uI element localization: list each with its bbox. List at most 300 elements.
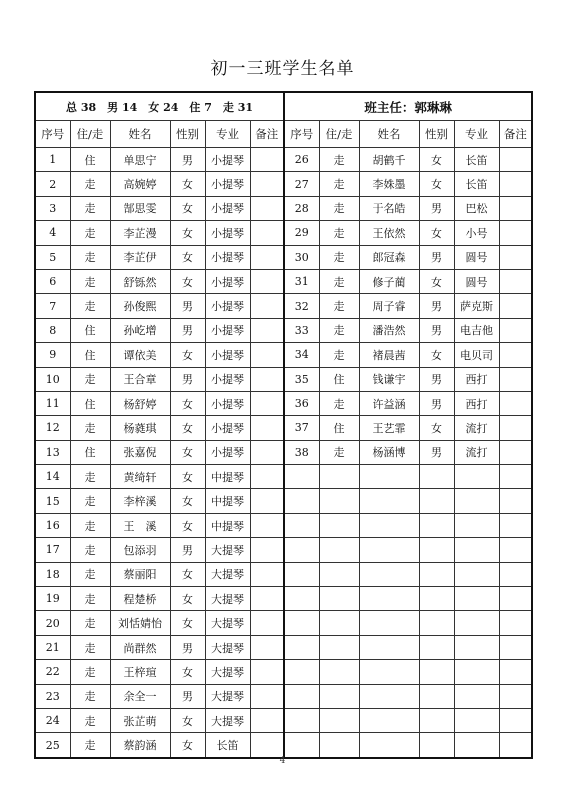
- student-name: 于名皓: [359, 196, 419, 220]
- student-gender: 女: [170, 465, 205, 489]
- student-major: [454, 587, 499, 611]
- student-name: [359, 660, 419, 684]
- table-row: [35, 587, 532, 611]
- boarding-status: 走: [319, 172, 359, 196]
- head-teacher: 班主任：郭琳琳: [284, 92, 532, 121]
- student-note: [499, 513, 532, 537]
- student-name: [359, 489, 419, 513]
- student-name: 孙俊熙: [110, 294, 170, 318]
- boarding-status: [319, 635, 359, 659]
- student-major: [454, 465, 499, 489]
- student-gender: 女: [170, 562, 205, 586]
- boarding-status: 走: [70, 538, 110, 562]
- table-row: [35, 172, 532, 196]
- student-number: 31: [284, 269, 319, 293]
- student-name: [359, 562, 419, 586]
- header-cell: 专业: [205, 121, 250, 148]
- student-number: 15: [35, 489, 70, 513]
- student-note: [499, 635, 532, 659]
- student-number: 38: [284, 440, 319, 464]
- boarding-status: 走: [70, 489, 110, 513]
- student-gender: 女: [419, 343, 454, 367]
- boarding-status: [319, 562, 359, 586]
- student-major: 大提琴: [205, 562, 250, 586]
- student-note: [250, 684, 284, 708]
- student-gender: [419, 684, 454, 708]
- student-note: [499, 148, 532, 172]
- table-row: [35, 343, 532, 367]
- student-number: 16: [35, 513, 70, 537]
- student-major: 电吉他: [454, 318, 499, 342]
- student-name: 胡鹤千: [359, 148, 419, 172]
- student-gender: 女: [170, 660, 205, 684]
- table-row: [35, 221, 532, 245]
- student-name: 高婉婷: [110, 172, 170, 196]
- student-major: [454, 684, 499, 708]
- student-number: [284, 465, 319, 489]
- student-major: 小提琴: [205, 221, 250, 245]
- student-name: 程楚桥: [110, 587, 170, 611]
- student-name: 杨涵博: [359, 440, 419, 464]
- student-number: [284, 489, 319, 513]
- student-major: 小提琴: [205, 245, 250, 269]
- table-row: [35, 562, 532, 586]
- student-number: [284, 708, 319, 732]
- boarding-status: [319, 538, 359, 562]
- student-name: 李梓溪: [110, 489, 170, 513]
- student-number: 30: [284, 245, 319, 269]
- student-name: 张嘉倪: [110, 440, 170, 464]
- student-number: 10: [35, 367, 70, 391]
- student-gender: 男: [170, 635, 205, 659]
- student-gender: 男: [170, 538, 205, 562]
- student-note: [250, 587, 284, 611]
- boarding-status: 走: [70, 513, 110, 537]
- student-name: [359, 538, 419, 562]
- table-row: [35, 196, 532, 220]
- student-number: 26: [284, 148, 319, 172]
- student-name: 尚群然: [110, 635, 170, 659]
- student-major: 小提琴: [205, 391, 250, 415]
- student-note: [499, 660, 532, 684]
- student-note: [499, 465, 532, 489]
- table-header-row: [35, 121, 532, 148]
- table-row: [35, 440, 532, 464]
- boarding-status: 走: [70, 269, 110, 293]
- student-note: [499, 343, 532, 367]
- student-note: [499, 269, 532, 293]
- student-note: [250, 733, 284, 758]
- student-gender: 男: [419, 196, 454, 220]
- student-name: [359, 733, 419, 758]
- student-gender: 男: [419, 367, 454, 391]
- student-name: [359, 635, 419, 659]
- student-number: [284, 611, 319, 635]
- student-major: [454, 708, 499, 732]
- header-cell: 姓名: [110, 121, 170, 148]
- student-number: 12: [35, 416, 70, 440]
- boarding-status: 住: [70, 343, 110, 367]
- boarding-status: [319, 465, 359, 489]
- student-number: 17: [35, 538, 70, 562]
- student-major: 西打: [454, 391, 499, 415]
- table-row: [35, 245, 532, 269]
- student-roster-table: [34, 91, 533, 759]
- student-major: 大提琴: [205, 708, 250, 732]
- header-cell: 备注: [499, 121, 532, 148]
- student-number: [284, 562, 319, 586]
- boarding-status: 走: [70, 587, 110, 611]
- student-number: 37: [284, 416, 319, 440]
- boarding-status: [319, 708, 359, 732]
- table-row: [35, 391, 532, 415]
- student-number: 3: [35, 196, 70, 220]
- student-number: 29: [284, 221, 319, 245]
- student-gender: [419, 733, 454, 758]
- student-number: 25: [35, 733, 70, 758]
- student-number: 14: [35, 465, 70, 489]
- student-gender: 女: [170, 611, 205, 635]
- student-name: 潘浩然: [359, 318, 419, 342]
- student-number: [284, 684, 319, 708]
- boarding-status: [319, 660, 359, 684]
- student-note: [499, 562, 532, 586]
- student-major: 长笛: [454, 148, 499, 172]
- boarding-status: 走: [319, 440, 359, 464]
- table-row: [35, 269, 532, 293]
- student-note: [250, 148, 284, 172]
- student-note: [250, 196, 284, 220]
- student-name: 王梓瑄: [110, 660, 170, 684]
- table-row: [35, 708, 532, 732]
- student-note: [250, 611, 284, 635]
- student-gender: 女: [419, 148, 454, 172]
- student-major: [454, 538, 499, 562]
- student-note: [499, 489, 532, 513]
- boarding-status: 走: [319, 318, 359, 342]
- student-number: [284, 660, 319, 684]
- student-gender: 男: [170, 318, 205, 342]
- student-number: 34: [284, 343, 319, 367]
- boarding-status: [319, 733, 359, 758]
- student-number: 33: [284, 318, 319, 342]
- boarding-status: [319, 684, 359, 708]
- student-gender: 男: [170, 294, 205, 318]
- student-major: 圆号: [454, 269, 499, 293]
- student-gender: 女: [170, 708, 205, 732]
- student-name: 许益涵: [359, 391, 419, 415]
- boarding-status: 走: [70, 221, 110, 245]
- student-number: 2: [35, 172, 70, 196]
- student-major: 小提琴: [205, 148, 250, 172]
- student-number: 18: [35, 562, 70, 586]
- student-major: 萨克斯: [454, 294, 499, 318]
- student-note: [250, 635, 284, 659]
- student-major: 大提琴: [205, 611, 250, 635]
- student-gender: [419, 538, 454, 562]
- student-name: 褚晨茜: [359, 343, 419, 367]
- student-number: 24: [35, 708, 70, 732]
- student-gender: [419, 635, 454, 659]
- boarding-status: 走: [70, 684, 110, 708]
- boarding-status: 走: [70, 172, 110, 196]
- student-note: [250, 416, 284, 440]
- student-number: 6: [35, 269, 70, 293]
- student-number: 13: [35, 440, 70, 464]
- student-number: [284, 733, 319, 758]
- student-gender: 男: [419, 391, 454, 415]
- boarding-status: 住: [70, 440, 110, 464]
- student-gender: 女: [419, 269, 454, 293]
- student-number: [284, 538, 319, 562]
- student-number: [284, 513, 319, 537]
- student-gender: [419, 489, 454, 513]
- student-note: [499, 318, 532, 342]
- boarding-status: 走: [319, 391, 359, 415]
- student-major: 小提琴: [205, 318, 250, 342]
- table-row: [35, 294, 532, 318]
- student-name: 单思宁: [110, 148, 170, 172]
- student-note: [499, 294, 532, 318]
- header-cell: 专业: [454, 121, 499, 148]
- student-number: 23: [35, 684, 70, 708]
- student-gender: 女: [170, 733, 205, 758]
- student-gender: 女: [170, 391, 205, 415]
- student-name: 郎冠森: [359, 245, 419, 269]
- student-major: 长笛: [454, 172, 499, 196]
- boarding-status: 走: [70, 294, 110, 318]
- student-note: [250, 562, 284, 586]
- student-note: [499, 367, 532, 391]
- boarding-status: [319, 587, 359, 611]
- student-note: [250, 343, 284, 367]
- student-gender: [419, 611, 454, 635]
- student-note: [250, 221, 284, 245]
- header-cell: 序号: [284, 121, 319, 148]
- student-number: 19: [35, 587, 70, 611]
- student-gender: 女: [170, 587, 205, 611]
- student-gender: [419, 660, 454, 684]
- table-row: [35, 367, 532, 391]
- student-gender: [419, 465, 454, 489]
- student-number: [284, 587, 319, 611]
- student-number: 20: [35, 611, 70, 635]
- student-note: [499, 440, 532, 464]
- student-note: [499, 196, 532, 220]
- boarding-status: 走: [70, 416, 110, 440]
- student-gender: 女: [419, 416, 454, 440]
- student-gender: 女: [170, 513, 205, 537]
- student-gender: [419, 708, 454, 732]
- boarding-status: 走: [70, 465, 110, 489]
- student-name: 李姝墨: [359, 172, 419, 196]
- header-cell: 序号: [35, 121, 70, 148]
- student-name: 杨舒婷: [110, 391, 170, 415]
- table-row: [35, 538, 532, 562]
- student-number: 28: [284, 196, 319, 220]
- student-name: [359, 513, 419, 537]
- student-major: 小提琴: [205, 440, 250, 464]
- table-row: [35, 611, 532, 635]
- table-row: [35, 733, 532, 758]
- boarding-status: 走: [70, 245, 110, 269]
- student-gender: 女: [170, 245, 205, 269]
- student-note: [250, 708, 284, 732]
- student-major: [454, 489, 499, 513]
- boarding-status: 住: [70, 148, 110, 172]
- header-cell: 住/走: [70, 121, 110, 148]
- student-note: [499, 587, 532, 611]
- table-row: [35, 416, 532, 440]
- header-cell: 备注: [250, 121, 284, 148]
- student-name: [359, 611, 419, 635]
- student-note: [499, 684, 532, 708]
- student-major: 小号: [454, 221, 499, 245]
- student-name: [359, 465, 419, 489]
- student-note: [250, 245, 284, 269]
- student-note: [250, 440, 284, 464]
- student-major: 小提琴: [205, 416, 250, 440]
- student-gender: 女: [170, 416, 205, 440]
- student-name: 王合章: [110, 367, 170, 391]
- student-gender: 男: [170, 148, 205, 172]
- boarding-status: 住: [70, 318, 110, 342]
- student-note: [250, 318, 284, 342]
- student-major: 大提琴: [205, 538, 250, 562]
- table-row: [35, 660, 532, 684]
- summary-row: [35, 92, 532, 121]
- student-gender: 男: [419, 440, 454, 464]
- table-row: [35, 465, 532, 489]
- table-row: [35, 489, 532, 513]
- student-gender: 男: [419, 245, 454, 269]
- student-note: [250, 269, 284, 293]
- student-name: 钱谦宇: [359, 367, 419, 391]
- student-note: [250, 513, 284, 537]
- student-note: [250, 538, 284, 562]
- student-note: [250, 660, 284, 684]
- boarding-status: 住: [319, 416, 359, 440]
- student-major: 大提琴: [205, 660, 250, 684]
- table-row: [35, 684, 532, 708]
- student-name: 王依然: [359, 221, 419, 245]
- boarding-status: 走: [70, 367, 110, 391]
- boarding-status: 走: [70, 733, 110, 758]
- student-number: 7: [35, 294, 70, 318]
- student-major: 大提琴: [205, 635, 250, 659]
- page-title: 初一三班学生名单: [210, 59, 355, 79]
- student-major: 巴松: [454, 196, 499, 220]
- boarding-status: 走: [319, 245, 359, 269]
- student-gender: 男: [419, 318, 454, 342]
- student-note: [499, 221, 532, 245]
- boarding-status: 走: [319, 148, 359, 172]
- student-major: 电贝司: [454, 343, 499, 367]
- student-gender: 女: [170, 221, 205, 245]
- boarding-status: 走: [70, 196, 110, 220]
- header-cell: 住/走: [319, 121, 359, 148]
- student-name: 修子蔺: [359, 269, 419, 293]
- student-number: 5: [35, 245, 70, 269]
- student-gender: 女: [170, 440, 205, 464]
- student-gender: [419, 587, 454, 611]
- student-major: 中提琴: [205, 465, 250, 489]
- boarding-status: [319, 513, 359, 537]
- student-major: 圆号: [454, 245, 499, 269]
- student-name: 余全一: [110, 684, 170, 708]
- header-cell: 性别: [170, 121, 205, 148]
- student-major: [454, 635, 499, 659]
- student-note: [499, 416, 532, 440]
- boarding-status: 走: [319, 294, 359, 318]
- student-gender: 男: [170, 367, 205, 391]
- student-note: [499, 172, 532, 196]
- student-note: [499, 611, 532, 635]
- boarding-status: [319, 611, 359, 635]
- student-name: 李芷漫: [110, 221, 170, 245]
- student-note: [250, 465, 284, 489]
- student-major: 西打: [454, 367, 499, 391]
- class-counts: 总 38 男 14 女 24 住 7 走 31: [35, 92, 284, 121]
- student-gender: 女: [170, 489, 205, 513]
- header-cell: 性别: [419, 121, 454, 148]
- student-name: 包添羽: [110, 538, 170, 562]
- table-row: [35, 148, 532, 172]
- student-gender: 女: [170, 343, 205, 367]
- student-gender: [419, 513, 454, 537]
- student-major: 中提琴: [205, 489, 250, 513]
- student-name: [359, 708, 419, 732]
- student-note: [250, 294, 284, 318]
- student-name: 刘恬婧怡: [110, 611, 170, 635]
- student-major: [454, 660, 499, 684]
- boarding-status: 走: [319, 269, 359, 293]
- student-major: 小提琴: [205, 269, 250, 293]
- student-name: [359, 587, 419, 611]
- student-major: [454, 611, 499, 635]
- boarding-status: 走: [319, 221, 359, 245]
- student-note: [499, 708, 532, 732]
- student-major: 小提琴: [205, 367, 250, 391]
- student-number: 1: [35, 148, 70, 172]
- header-cell: 姓名: [359, 121, 419, 148]
- student-name: 周子睿: [359, 294, 419, 318]
- student-gender: 女: [170, 172, 205, 196]
- student-name: 孙屹增: [110, 318, 170, 342]
- student-major: 小提琴: [205, 172, 250, 196]
- student-note: [499, 391, 532, 415]
- student-gender: 女: [170, 269, 205, 293]
- student-major: 中提琴: [205, 513, 250, 537]
- student-number: [284, 635, 319, 659]
- student-major: [454, 513, 499, 537]
- student-gender: 男: [419, 294, 454, 318]
- student-name: 郜思雯: [110, 196, 170, 220]
- student-note: [250, 172, 284, 196]
- student-number: 9: [35, 343, 70, 367]
- student-number: 4: [35, 221, 70, 245]
- student-major: 小提琴: [205, 343, 250, 367]
- student-number: 27: [284, 172, 319, 196]
- table-row: [35, 513, 532, 537]
- student-name: 舒铄然: [110, 269, 170, 293]
- student-major: 长笛: [205, 733, 250, 758]
- student-number: 21: [35, 635, 70, 659]
- student-number: 32: [284, 294, 319, 318]
- boarding-status: 住: [319, 367, 359, 391]
- boarding-status: 走: [319, 196, 359, 220]
- student-major: 小提琴: [205, 196, 250, 220]
